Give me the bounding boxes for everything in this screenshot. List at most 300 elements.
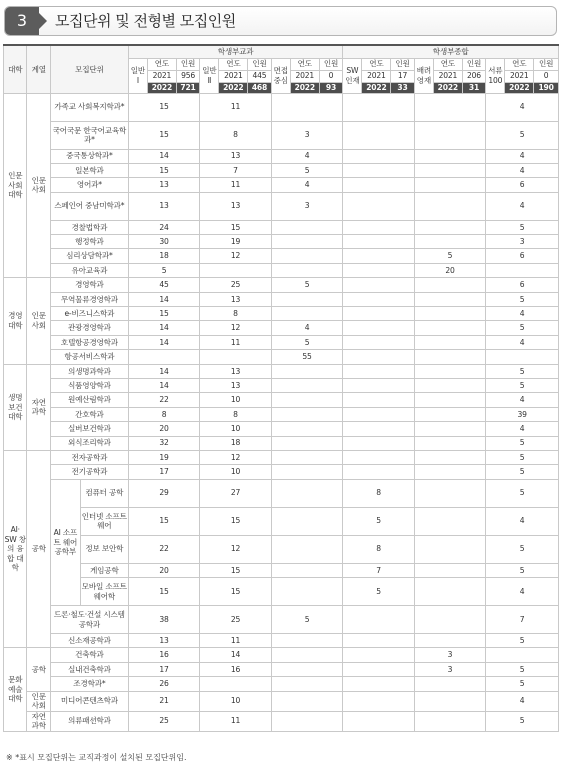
iv-2022: 93 <box>319 82 343 93</box>
sw-value <box>343 321 414 335</box>
table-row <box>4 121 559 149</box>
table-row <box>4 149 559 163</box>
docs-value: 6 <box>486 278 559 292</box>
general1-value: 14 <box>128 378 199 392</box>
unit-cell: 관광경영학과 <box>50 321 128 335</box>
section-number: 3 <box>5 7 39 35</box>
care-value <box>414 422 485 436</box>
sw-value <box>343 648 414 662</box>
general2-value: 15 <box>200 507 271 535</box>
interview-value <box>271 691 343 711</box>
header-count: 인원 <box>391 58 414 70</box>
general1-value: 29 <box>128 479 199 507</box>
sw-value <box>343 711 414 731</box>
header-sw: SW 인재 <box>343 58 362 93</box>
interview-value <box>271 479 343 507</box>
sw-value <box>343 192 414 220</box>
interview-value <box>271 507 343 535</box>
interview-value <box>271 711 343 731</box>
care-value <box>414 634 485 648</box>
admission-table-body <box>4 93 559 731</box>
sw-value <box>343 436 414 450</box>
general1-value: 22 <box>128 535 199 563</box>
general1-value: 22 <box>128 393 199 407</box>
general1-value: 38 <box>128 606 199 634</box>
interview-value <box>271 235 343 249</box>
care-value <box>414 163 485 177</box>
track-cell: 자연 과학 <box>27 364 50 450</box>
sw-value <box>343 178 414 192</box>
interview-value <box>271 364 343 378</box>
header-track: 계열 <box>27 45 50 93</box>
docs-value: 5 <box>486 711 559 731</box>
interview-value <box>271 634 343 648</box>
docs-value: 5 <box>486 436 559 450</box>
header-unit: 모집단위 <box>50 45 128 93</box>
header-2021: 2021 <box>433 70 462 82</box>
header-2022: 2022 <box>148 82 177 93</box>
docs-value: 4 <box>486 422 559 436</box>
sw-value: 5 <box>343 578 414 606</box>
docs-2021: 0 <box>534 70 559 82</box>
general2-value: 8 <box>200 121 271 149</box>
care-value <box>414 220 485 234</box>
care-value <box>414 235 485 249</box>
interview-value <box>271 93 343 121</box>
header-general2: 일반 Ⅱ <box>200 58 219 93</box>
sw-value <box>343 422 414 436</box>
general2-value: 11 <box>200 178 271 192</box>
care-value: 5 <box>414 249 485 263</box>
interview-value <box>271 393 343 407</box>
docs-value: 7 <box>486 606 559 634</box>
general1-value: 26 <box>128 677 199 691</box>
interview-value: 4 <box>271 149 343 163</box>
sw-value <box>343 378 414 392</box>
sw-value <box>343 220 414 234</box>
unit-cell: 컴퓨터 공학 <box>80 479 128 507</box>
header-comprehensive-group: 학생부종합 <box>343 45 559 58</box>
general2-value: 11 <box>200 335 271 349</box>
docs-value: 5 <box>486 378 559 392</box>
docs-value: 4 <box>486 163 559 177</box>
sw-value: 8 <box>343 535 414 563</box>
care-value <box>414 465 485 479</box>
unit-cell: 스페인어 중남미학과* <box>50 192 128 220</box>
general2-value: 8 <box>200 407 271 421</box>
care-value <box>414 178 485 192</box>
unit-cell: 항공서비스학과 <box>50 350 128 364</box>
docs-value: 4 <box>486 307 559 321</box>
general2-value: 19 <box>200 235 271 249</box>
track-cell: 인문 사회 <box>27 93 50 278</box>
university-cell: 인문 사회 대학 <box>4 93 27 278</box>
care-value <box>414 307 485 321</box>
general2-value: 10 <box>200 422 271 436</box>
table-row <box>4 178 559 192</box>
sw-value <box>343 662 414 676</box>
header-2022: 2022 <box>290 82 319 93</box>
table-row <box>4 563 559 577</box>
general2-value: 15 <box>200 220 271 234</box>
docs-value: 4 <box>486 335 559 349</box>
header-subject-group: 학생부교과 <box>128 45 342 58</box>
general1-value: 14 <box>128 292 199 306</box>
sw-value <box>343 364 414 378</box>
sw-2022: 33 <box>391 82 414 93</box>
care-value <box>414 321 485 335</box>
sw-value <box>343 350 414 364</box>
general2-value: 13 <box>200 149 271 163</box>
unit-cell: 식품영양학과 <box>50 378 128 392</box>
table-row <box>4 192 559 220</box>
general2-value: 18 <box>200 436 271 450</box>
sw-value <box>343 292 414 306</box>
sw-value <box>343 307 414 321</box>
unit-cell: 의생명과학과 <box>50 364 128 378</box>
sw-value <box>343 278 414 292</box>
general2-value: 15 <box>200 578 271 606</box>
general2-value: 13 <box>200 364 271 378</box>
sw-value <box>343 335 414 349</box>
general1-value: 13 <box>128 178 199 192</box>
sw-value <box>343 393 414 407</box>
sw-value <box>343 249 414 263</box>
general1-value: 20 <box>128 422 199 436</box>
table-row <box>4 450 559 464</box>
general1-value: 14 <box>128 335 199 349</box>
docs-value: 4 <box>486 93 559 121</box>
docs-2022: 190 <box>534 82 559 93</box>
unit-cell: 실버보건학과 <box>50 422 128 436</box>
table-row <box>4 220 559 234</box>
table-row <box>4 263 559 277</box>
sub-department-cell: AI 소프트 웨어 공학부 <box>50 479 80 605</box>
care-value <box>414 711 485 731</box>
general1-value: 15 <box>128 163 199 177</box>
care-value <box>414 378 485 392</box>
table-row <box>4 407 559 421</box>
track-cell: 공학 <box>27 648 50 691</box>
interview-value <box>271 422 343 436</box>
docs-value: 4 <box>486 578 559 606</box>
header-year: 연도 <box>219 58 248 70</box>
general1-value: 17 <box>128 465 199 479</box>
sw-value <box>343 93 414 121</box>
sw-value <box>343 634 414 648</box>
docs-value: 5 <box>486 450 559 464</box>
table-row <box>4 677 559 691</box>
unit-cell: 경찰법학과 <box>50 220 128 234</box>
unit-cell: 실내건축학과 <box>50 662 128 676</box>
general2-value: 13 <box>200 378 271 392</box>
care-value: 3 <box>414 648 485 662</box>
care-value <box>414 677 485 691</box>
header-count: 인원 <box>319 58 343 70</box>
sw-value <box>343 235 414 249</box>
unit-cell: 국어국문 한국어교육학과* <box>50 121 128 149</box>
general1-value: 21 <box>128 691 199 711</box>
interview-value: 5 <box>271 278 343 292</box>
docs-value: 39 <box>486 407 559 421</box>
unit-cell: 미디어콘텐츠학과 <box>50 691 128 711</box>
sw-value <box>343 263 414 277</box>
unit-cell: e-비즈니스학과 <box>50 307 128 321</box>
general2-value: 10 <box>200 393 271 407</box>
table-row <box>4 350 559 364</box>
header-2021: 2021 <box>219 70 248 82</box>
unit-cell: 행정학과 <box>50 235 128 249</box>
docs-value: 5 <box>486 535 559 563</box>
general1-value: 14 <box>128 321 199 335</box>
unit-cell: 중국통상학과* <box>50 149 128 163</box>
sw-value <box>343 407 414 421</box>
sw-value: 5 <box>343 507 414 535</box>
table-row <box>4 662 559 676</box>
general1-value: 13 <box>128 192 199 220</box>
table-row <box>4 93 559 121</box>
general2-value <box>200 677 271 691</box>
table-row <box>4 691 559 711</box>
table-row <box>4 321 559 335</box>
table-row <box>4 648 559 662</box>
unit-cell: 조경학과* <box>50 677 128 691</box>
interview-value <box>271 662 343 676</box>
general1-value: 16 <box>128 648 199 662</box>
header-2021: 2021 <box>362 70 391 82</box>
university-cell: AI· SW 창의 융합 대학 <box>4 450 27 648</box>
header-2021: 2021 <box>290 70 319 82</box>
unit-cell: 외식조리학과 <box>50 436 128 450</box>
unit-cell: 심리상담학과* <box>50 249 128 263</box>
care-2022: 31 <box>462 82 485 93</box>
docs-value <box>486 263 559 277</box>
interview-value <box>271 292 343 306</box>
interview-value <box>271 307 343 321</box>
docs-value: 4 <box>486 691 559 711</box>
care-value <box>414 149 485 163</box>
interview-value <box>271 450 343 464</box>
general2-value: 13 <box>200 192 271 220</box>
general1-value: 5 <box>128 263 199 277</box>
docs-value: 4 <box>486 507 559 535</box>
unit-cell: 의류패션학과 <box>50 711 128 731</box>
sw-value <box>343 465 414 479</box>
general2-value: 16 <box>200 662 271 676</box>
header-year: 연도 <box>362 58 391 70</box>
general2-value: 12 <box>200 535 271 563</box>
general1-value: 18 <box>128 249 199 263</box>
general2-value: 10 <box>200 691 271 711</box>
unit-cell: 가족교 사회복지학과* <box>50 93 128 121</box>
care-value <box>414 606 485 634</box>
track-cell: 자연 과학 <box>27 711 50 731</box>
docs-value: 5 <box>486 220 559 234</box>
sw-value <box>343 677 414 691</box>
care-value <box>414 393 485 407</box>
unit-cell: 인터넷 소프트 웨어 <box>80 507 128 535</box>
general2-value: 27 <box>200 479 271 507</box>
general1-value: 17 <box>128 662 199 676</box>
sw-value: 7 <box>343 563 414 577</box>
general2-value: 15 <box>200 563 271 577</box>
unit-cell: 유아교육과 <box>50 263 128 277</box>
interview-value: 5 <box>271 163 343 177</box>
general1-value: 15 <box>128 578 199 606</box>
interview-value <box>271 578 343 606</box>
header-year: 연도 <box>433 58 462 70</box>
table-row <box>4 378 559 392</box>
table-row <box>4 535 559 563</box>
care-value <box>414 292 485 306</box>
care-value <box>414 578 485 606</box>
table-row <box>4 465 559 479</box>
unit-cell: 일본학과 <box>50 163 128 177</box>
sw-value <box>343 149 414 163</box>
general1-value: 15 <box>128 307 199 321</box>
care-value <box>414 121 485 149</box>
track-cell: 인문 사회 <box>27 278 50 364</box>
table-row <box>4 578 559 606</box>
docs-value: 4 <box>486 393 559 407</box>
iv-2021: 0 <box>319 70 343 82</box>
docs-value: 5 <box>486 292 559 306</box>
docs-value: 4 <box>486 149 559 163</box>
header-2021: 2021 <box>505 70 534 82</box>
table-row <box>4 163 559 177</box>
general1-value: 19 <box>128 450 199 464</box>
care-value <box>414 691 485 711</box>
table-row <box>4 307 559 321</box>
interview-value: 5 <box>271 606 343 634</box>
general2-value: 10 <box>200 465 271 479</box>
header-year: 연도 <box>505 58 534 70</box>
interview-value: 4 <box>271 178 343 192</box>
general1-value: 15 <box>128 93 199 121</box>
care-value <box>414 335 485 349</box>
care-value <box>414 535 485 563</box>
header-2022: 2022 <box>433 82 462 93</box>
header-docs: 서류 100 <box>486 58 505 93</box>
unit-cell: 정보 보안학 <box>80 535 128 563</box>
general2-value: 8 <box>200 307 271 321</box>
table-row <box>4 249 559 263</box>
admission-table <box>3 44 559 732</box>
g1-2022: 721 <box>176 82 199 93</box>
general1-value: 45 <box>128 278 199 292</box>
interview-value <box>271 535 343 563</box>
section-title-bar <box>4 6 557 36</box>
unit-cell: 전자공학과 <box>50 450 128 464</box>
header-2022: 2022 <box>362 82 391 93</box>
university-cell: 문화 예술 대학 <box>4 648 27 731</box>
interview-value <box>271 436 343 450</box>
unit-cell: 영어과* <box>50 178 128 192</box>
general1-value: 30 <box>128 235 199 249</box>
docs-value <box>486 350 559 364</box>
care-value <box>414 507 485 535</box>
docs-value: 4 <box>486 192 559 220</box>
general2-value: 14 <box>200 648 271 662</box>
care-value <box>414 450 485 464</box>
docs-value: 5 <box>486 677 559 691</box>
interview-value: 3 <box>271 192 343 220</box>
g1-2021: 956 <box>176 70 199 82</box>
unit-cell: 게임공학 <box>80 563 128 577</box>
general2-value: 12 <box>200 249 271 263</box>
docs-value: 5 <box>486 634 559 648</box>
general2-value: 25 <box>200 278 271 292</box>
sw-2021: 17 <box>391 70 414 82</box>
interview-value: 5 <box>271 335 343 349</box>
general1-value: 15 <box>128 507 199 535</box>
general1-value: 32 <box>128 436 199 450</box>
university-cell: 경영 대학 <box>4 278 27 364</box>
unit-cell: 전기공학과 <box>50 465 128 479</box>
track-cell: 인문 사회 <box>27 691 50 711</box>
docs-value: 6 <box>486 249 559 263</box>
unit-cell: 모바일 소프트 웨어학 <box>80 578 128 606</box>
care-value: 20 <box>414 263 485 277</box>
header-year: 연도 <box>290 58 319 70</box>
header-count: 인원 <box>462 58 485 70</box>
interview-value <box>271 249 343 263</box>
care-value <box>414 364 485 378</box>
interview-value: 55 <box>271 350 343 364</box>
sw-value: 8 <box>343 479 414 507</box>
header-count: 인원 <box>248 58 271 70</box>
unit-cell: 경영학과 <box>50 278 128 292</box>
table-row <box>4 235 559 249</box>
table-row <box>4 606 559 634</box>
table-row <box>4 711 559 731</box>
header-general1: 일반 Ⅰ <box>128 58 147 93</box>
docs-value <box>486 648 559 662</box>
general1-value: 25 <box>128 711 199 731</box>
docs-value: 5 <box>486 662 559 676</box>
care-2021: 206 <box>462 70 485 82</box>
table-row <box>4 335 559 349</box>
table-row <box>4 479 559 507</box>
table-row <box>4 436 559 450</box>
unit-cell: 원예산림학과 <box>50 393 128 407</box>
docs-value: 5 <box>486 479 559 507</box>
header-2022: 2022 <box>219 82 248 93</box>
general2-value <box>200 263 271 277</box>
interview-value <box>271 263 343 277</box>
care-value <box>414 93 485 121</box>
table-row <box>4 393 559 407</box>
general2-value: 12 <box>200 321 271 335</box>
general1-value: 15 <box>128 121 199 149</box>
care-value <box>414 192 485 220</box>
unit-cell: 호텔항공경영학과 <box>50 335 128 349</box>
care-value <box>414 436 485 450</box>
sw-value <box>343 691 414 711</box>
table-row <box>4 278 559 292</box>
general2-value: 7 <box>200 163 271 177</box>
general1-value: 20 <box>128 563 199 577</box>
unit-cell: 무역물류경영학과 <box>50 292 128 306</box>
docs-value: 3 <box>486 235 559 249</box>
interview-value <box>271 677 343 691</box>
university-cell: 생명 보건 대학 <box>4 364 27 450</box>
general1-value: 13 <box>128 634 199 648</box>
interview-value <box>271 407 343 421</box>
care-value <box>414 479 485 507</box>
general2-value: 11 <box>200 711 271 731</box>
unit-cell: 신소재공학과 <box>50 634 128 648</box>
